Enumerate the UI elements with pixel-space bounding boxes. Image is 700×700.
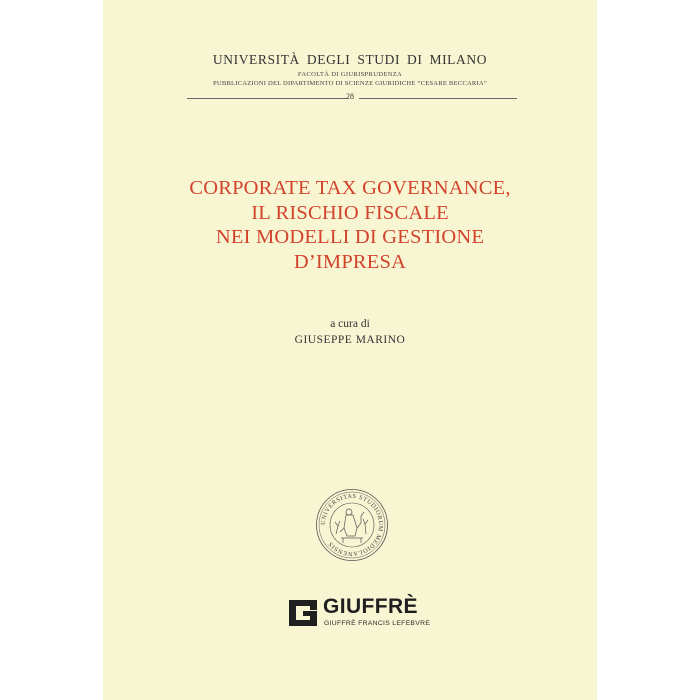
book-title	[103, 176, 597, 274]
svg-text:UNIVERSITAS STUDIORUM MEDIOLAN: UNIVERSITAS STUDIORUM MEDIOLANENSIS	[319, 492, 385, 558]
giuffre-logo-icon	[287, 598, 319, 628]
title-line: IL RISCHIO FISCALE	[251, 201, 449, 224]
university-name: UNIVERSITÀ DEGLI STUDI DI MILANO	[212, 52, 488, 67]
series-number: 28	[346, 92, 354, 101]
publisher-logo	[287, 595, 431, 630]
university-seal-icon	[315, 488, 389, 562]
publisher-name: GIUFFRÈ	[323, 595, 418, 618]
publications-line: PUBBLICAZIONI DEL DIPARTIMENTO DI SCIENZE GIURIDICHE “CESARE BECCARIA”	[213, 80, 487, 87]
title-line: CORPORATE TAX GOVERNANCE,	[189, 177, 511, 199]
title-line: NEI MODELLI DI GESTIONE	[215, 226, 485, 248]
faculty-name: FACOLTÀ DI GIURISPRUDENZA	[297, 71, 403, 78]
editor-label: a cura di	[330, 318, 370, 330]
title-line: D’IMPRESA	[293, 250, 407, 273]
publisher-subline: GIUFFRÈ FRANCIS LEFEBVRE	[324, 620, 431, 627]
editor-name: GIUSEPPE MARINO	[294, 334, 406, 346]
book-cover	[103, 0, 597, 700]
